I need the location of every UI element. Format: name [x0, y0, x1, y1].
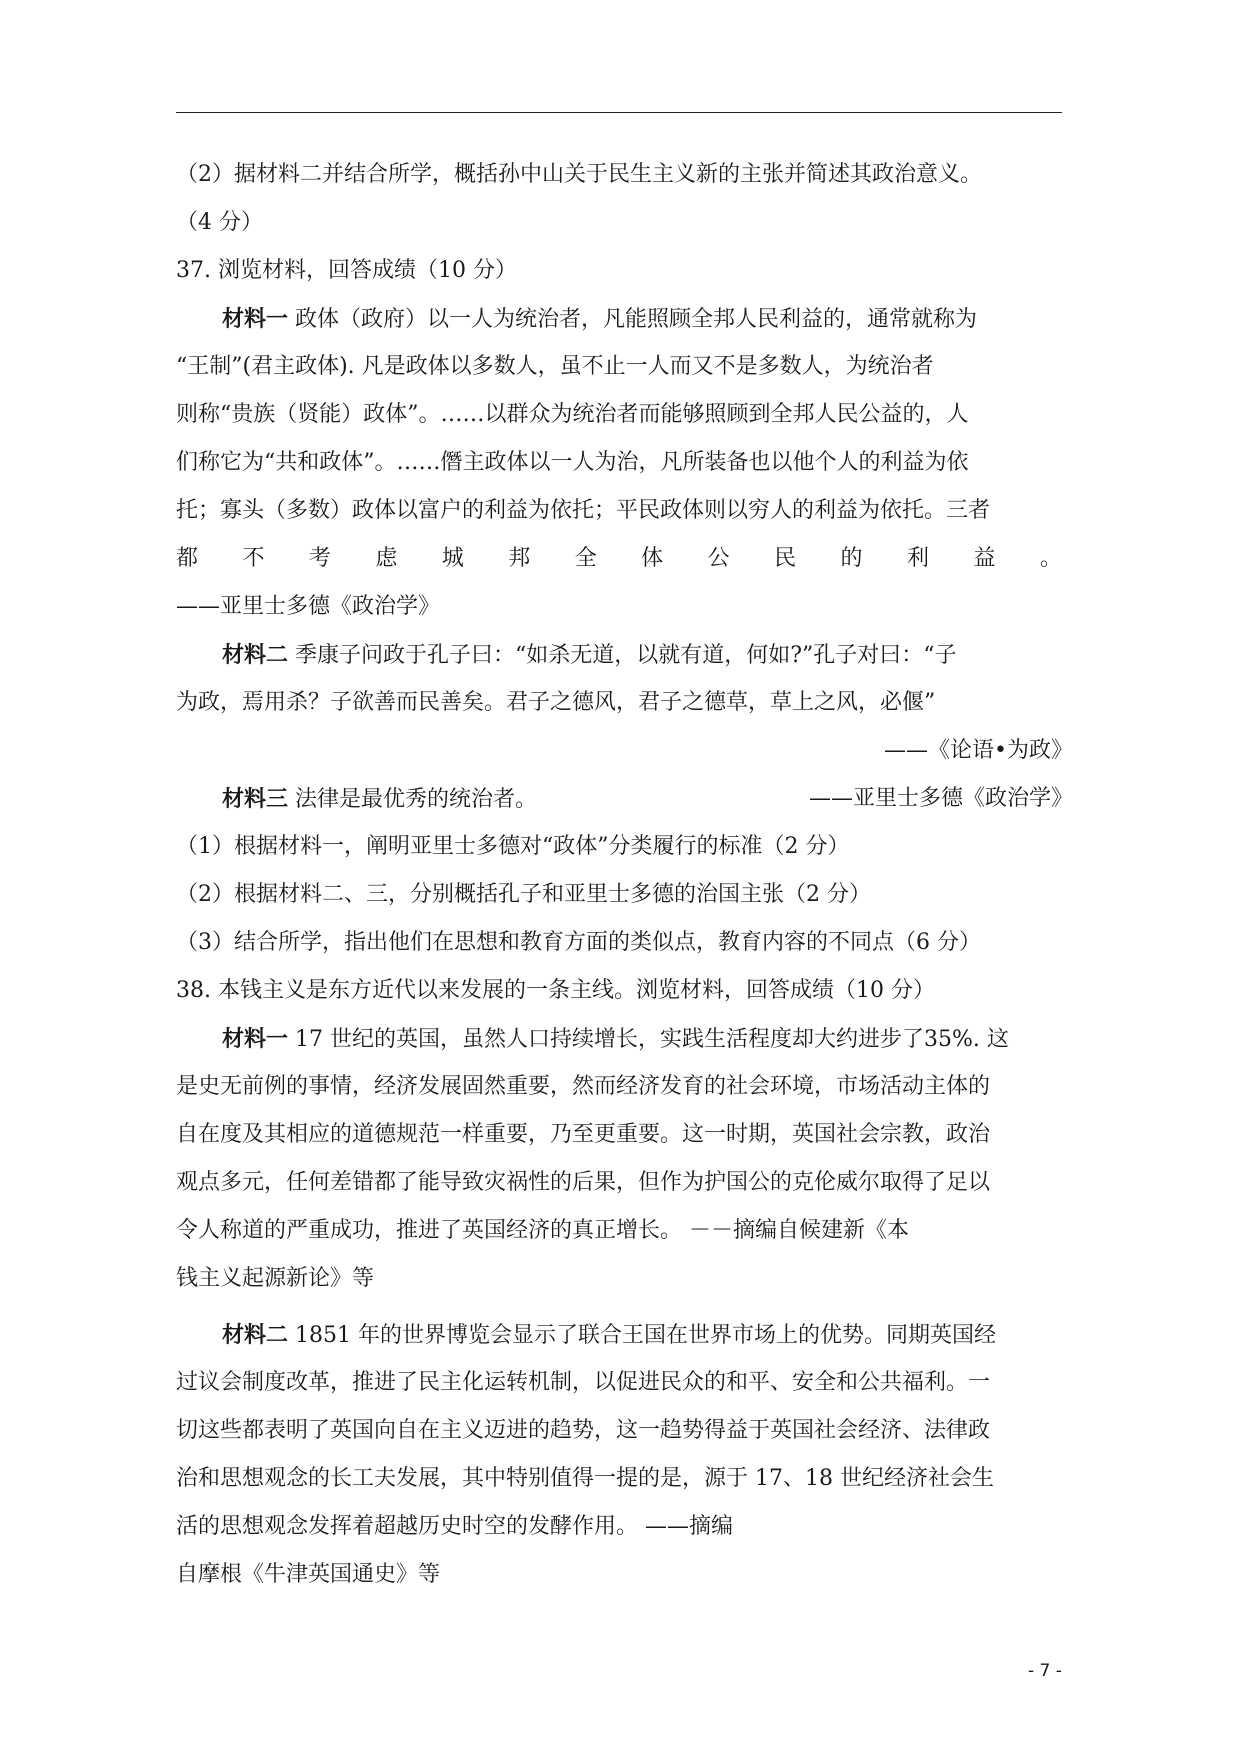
material-1-line-2: “王制”(君主政体). 凡是政体以多数人，虽不止一人而又不是多数人，为统治者 — [176, 354, 934, 379]
material-1-line-6 — [176, 544, 1062, 574]
material-1-line-4: 们称它为“共和政体”。……僭主政体以一人为治，凡所装备也以他个人的利益为依 — [176, 450, 969, 475]
header-rule — [176, 112, 1062, 113]
q38-material-1-text: 17 世纪的英国，虽然人口持续增长，实践生活程度却大约进步了35%. 这 — [288, 1027, 1009, 1052]
material-2-source: ——《论语•为政》 — [884, 738, 1073, 763]
q38-material-1-label: 材料一 — [222, 1026, 289, 1052]
spread-char: 邦 — [508, 546, 531, 571]
material-3-label: 材料三 — [222, 786, 289, 812]
spread-char: 不 — [242, 546, 265, 571]
material-2-line-1 — [222, 640, 1122, 671]
material-1-line-1 — [222, 304, 1122, 335]
q38-material-1-line-4: 观点多元，任何差错都了能导致灾祸性的后果，但作为护国公的克伦威尔取得了足以 — [176, 1170, 991, 1195]
q38-material-1-line-5: 令人称道的严重成功，推进了英国经济的真正增长。 －－摘编自候建新《本 — [176, 1218, 909, 1243]
q38-material-2-line-4: 治和思想观念的长工夫发展，其中特别值得一提的是，源于 17、18 世纪经济社会生 — [176, 1466, 994, 1491]
q38-material-2-line-3: 切这些都表明了英国向自在主义迈进的趋势，这一趋势得益于英国社会经济、法律政 — [176, 1418, 991, 1443]
question-37-3: （3）结合所学，指出他们在思想和教育方面的类似点，教育内容的不同点（6 分） — [176, 930, 981, 955]
material-1-line-5: 托；寡头（多数）政体以富户的利益为依托；平民政体则以穷人的利益为依托。三者 — [176, 498, 991, 523]
question-37-1: （1）根据材料一，阐明亚里士多德对“政体”分类履行的标准（2 分） — [176, 834, 850, 859]
q38-material-1-line-6: 钱主义起源新论》等 — [176, 1266, 375, 1291]
q38-material-2-label: 材料二 — [222, 1322, 289, 1348]
spread-char: 体 — [641, 546, 664, 571]
spread-char: 公 — [707, 546, 730, 571]
spread-char: 都 — [176, 546, 199, 571]
material-1-text: 政体（政府）以一人为统治者，凡能照顾全邦人民利益的，通常就称为 — [288, 307, 978, 332]
spread-char: 全 — [574, 546, 597, 571]
q38-material-2-text: 1851 年的世界博览会显示了联合王国在世界市场上的优势。同期英国经 — [288, 1323, 996, 1348]
q38-material-1-line-2: 是史无前例的事情，经济发展固然重要，然而经济发育的社会环境，市场活动主体的 — [176, 1074, 991, 1099]
q38-material-2-line-6: 自摩根《牛津英国通史》等 — [176, 1562, 441, 1587]
question-36-2: （2）据材料二并结合所学，概括孙中山关于民生主义新的主张并简述其政治意义。 — [176, 162, 982, 187]
spread-char: 考 — [308, 546, 331, 571]
q38-material-2-line-1 — [222, 1320, 1122, 1351]
material-2-text: 季康子问政于孔子曰：“如杀无道，以就有道，何如?”孔子对曰：“子 — [288, 643, 957, 668]
spread-char: 。 — [1039, 546, 1062, 571]
material-1-label: 材料一 — [222, 306, 289, 332]
question-37-2: （2）根据材料二、三，分别概括孔子和亚里士多德的治国主张（2 分） — [176, 882, 871, 907]
q38-material-1-line-3: 自在度及其相应的道德规范一样重要，乃至更重要。这一时期，英国社会宗教，政治 — [176, 1122, 991, 1147]
spread-char: 的 — [840, 546, 863, 571]
material-3-text: 法律是最优秀的统治者。 — [288, 787, 538, 812]
spread-char: 益 — [973, 546, 996, 571]
spread-char: 民 — [774, 546, 797, 571]
q38-material-2-line-5: 活的思想观念发挥着超越历史时空的发酵作用。 ——摘编 — [176, 1514, 733, 1539]
q38-material-1-line-1 — [222, 1024, 1122, 1055]
material-2-label: 材料二 — [222, 642, 289, 668]
q38-material-2-line-2: 过议会制度改革，推进了民主化运转机制，以促进民众的和平、安全和公共福利。一 — [176, 1370, 991, 1395]
material-1-line-3: 则称“贵族（贤能）政体”。……以群众为统治者而能够照顾到全邦人民公益的，人 — [176, 402, 969, 427]
page-number: - 7 - — [1028, 1661, 1062, 1681]
material-3-source: ——亚里士多德《政治学》 — [808, 786, 1073, 811]
spread-char: 城 — [441, 546, 464, 571]
material-1-source: ——亚里士多德《政治学》 — [176, 594, 441, 619]
question-37-heading: 37. 浏览材料，回答成绩（10 分） — [176, 258, 517, 283]
question-36-2-score: （4 分） — [176, 210, 263, 235]
material-2-line-2: 为政，焉用杀？子欲善而民善矣。君子之德风，君子之德草，草上之风，必偃” — [176, 690, 936, 715]
spread-char: 利 — [906, 546, 929, 571]
question-38-heading: 38. 本钱主义是东方近代以来发展的一条主线。浏览材料，回答成绩（10 分） — [176, 978, 935, 1003]
spread-char: 虑 — [375, 546, 398, 571]
